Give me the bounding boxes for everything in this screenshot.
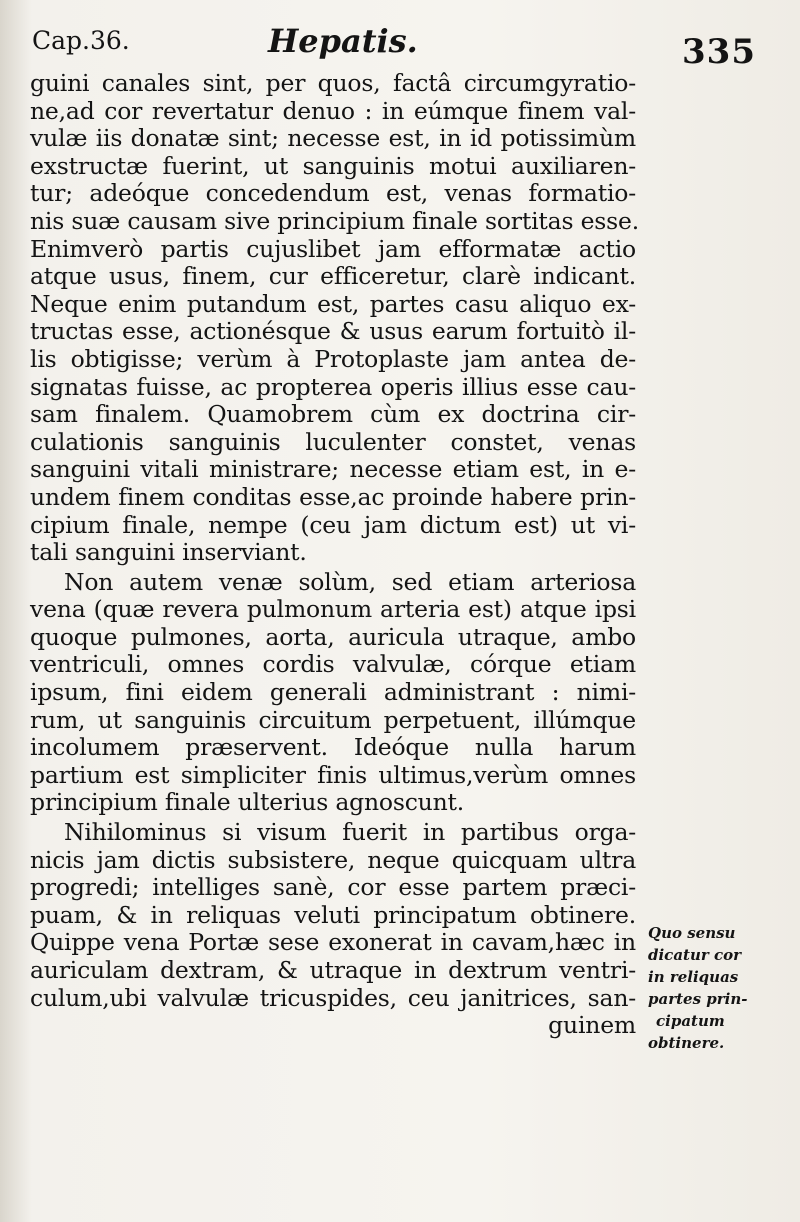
text-line: Quippe vena Portæ sese exonerat in cavam,hæc in (30, 928, 636, 957)
text-line: atque usus, finem, cur efficeretur, clarè indicant. (30, 262, 636, 291)
marginal-line: dicatur cor (648, 946, 742, 964)
catchword: guinem (548, 1011, 636, 1040)
marginal-line: cipatum (656, 1012, 725, 1030)
text-line: partium est simpliciter finis ultimus,verùm omnes (30, 760, 636, 789)
text-line: incolumem præservent. Ideóque nulla harum (30, 733, 636, 762)
running-head (0, 22, 800, 72)
text-line: tructas esse, actionésque & usus earum fortuitò il- (30, 317, 636, 346)
text-line: exstructæ fuerint, ut sanguinis motui auxiliaren- (30, 151, 636, 180)
text-line: sanguini vitali ministrare; necesse etiam est, in e- (30, 455, 636, 484)
text-line: progredi; intelliges sanè, cor esse partem præci- (30, 873, 636, 902)
text-line: sam finalem. Quamobrem cùm ex doctrina cir- (30, 400, 636, 429)
marginal-note (648, 922, 768, 1054)
text-line: ne,ad cor revertatur denuo : in eúmque finem val- (30, 96, 636, 125)
text-line: vena (quæ revera pulmonum arteria est) atque ipsi (30, 595, 636, 624)
text-line: Non autem venæ solùm, sed etiam arteriosa (64, 567, 636, 596)
paragraph (30, 69, 639, 567)
text-line: guini canales sint, per quos, factâ circumgyratio- (30, 69, 636, 97)
marginal-line: in reliquas (648, 968, 739, 986)
text-line: nicis jam dictis subsistere, neque quicquam ultra (30, 845, 636, 874)
text-line: signatas fuisse, ac propterea operis illius esse cau- (30, 372, 636, 401)
text-line: ipsum, fini eidem generali administrant : nimi- (30, 678, 636, 707)
text-line: nis suæ causam sive principium finale sortitas esse. (30, 206, 639, 235)
text-line: undem finem conditas esse,ac proinde habere prin- (30, 482, 636, 511)
text-line: puam, & in reliquas veluti principatum obtinere. (30, 900, 636, 929)
text-line: tali sanguini inserviant. (30, 538, 307, 567)
text-line: cipium finale, nempe (ceu jam dictum est) ut vi- (30, 510, 636, 539)
text-line: ventriculi, omnes cordis valvulæ, córque etiam (30, 650, 636, 679)
marginal-line: partes prin- (648, 990, 748, 1008)
text-line: tur; adeóque concedendum est, venas formatio- (30, 179, 636, 208)
marginal-line: obtinere. (648, 1034, 725, 1052)
body-text (30, 69, 639, 1040)
paragraph (30, 819, 636, 1040)
text-line: culum,ubi valvulæ tricuspides, ceu janitrices, san- (30, 983, 636, 1012)
text-line: principium finale ulterius agnoscunt. (30, 788, 465, 817)
text-line: quoque pulmones, aorta, auricula utraque, ambo (30, 622, 636, 651)
text-line: culationis sanguinis luculenter constet, venas (30, 427, 636, 456)
running-title: Hepatis. (268, 22, 418, 60)
text-line: Nihilominus si visum fuerit in partibus orga- (64, 818, 636, 847)
page-number: 335 (682, 32, 756, 72)
text-line: auriculam dextram, & utraque in dextrum ventri- (30, 956, 636, 984)
marginal-line: Quo sensu (648, 924, 736, 942)
text-line: vulæ iis donatæ sint; necesse est, in id potissimùm (30, 124, 636, 153)
paragraph (30, 569, 636, 817)
text-line: rum, ut sanguinis circuitum perpetuent, illúmque (30, 705, 636, 734)
text-line: Enimverò partis cujuslibet jam efformatæ actio (30, 234, 636, 263)
text-line: lis obtigisse; verùm à Protoplaste jam antea de- (30, 344, 636, 373)
chapter-label: Cap.36. (32, 26, 130, 55)
text-line: Neque enim putandum est, partes casu aliquo ex- (30, 289, 636, 318)
